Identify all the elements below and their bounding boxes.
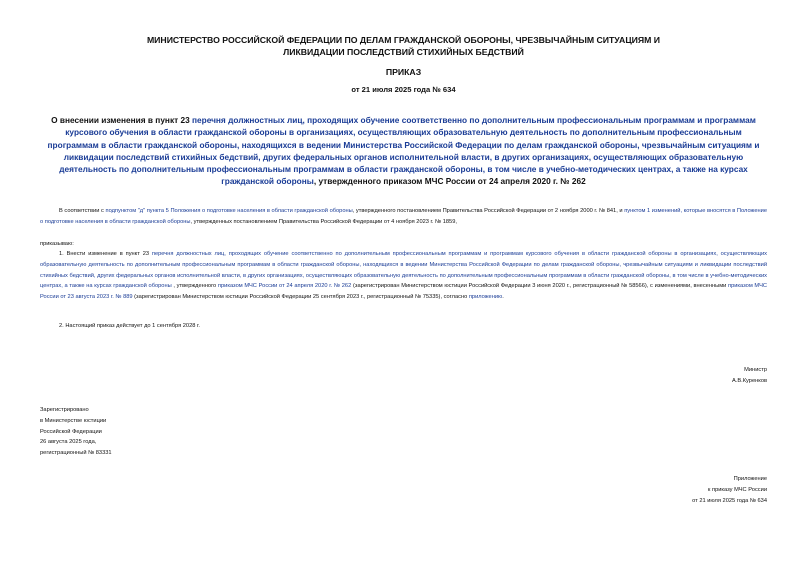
item1-link-order-262[interactable]: приказом МЧС России от 24 апреля 2020 г. № 262: [217, 283, 352, 290]
orders-label: приказываю:: [40, 241, 74, 247]
item1-text-3: (зарегистрирован Министерством юстиции Российской Федерации 3 июня 2020 г., регистрационный № 58566), с изменениями, внесенными: [351, 283, 728, 290]
appendix-line-3: от 21 июля 2025 года № 634: [692, 497, 767, 504]
item1-link-order-889[interactable]: приказом МЧС России от 23 августа 2023 г. № 889: [40, 283, 767, 301]
preamble-text-3: , и: [616, 208, 625, 214]
order-item-1: [40, 249, 767, 303]
item1-text-4: (зарегистрирован Министерством юстиции Российской Федерации 25 сентября 2023 г., регистрационный № 75335), согласно: [132, 294, 469, 301]
item1-text-5: .: [502, 294, 504, 301]
registration-block: [40, 405, 112, 459]
ministry-line-1: МИНИСТЕРСТВО РОССИЙСКОЙ ФЕДЕРАЦИИ ПО ДЕЛАМ ГРАЖДАНСКОЙ ОБОРОНЫ, ЧРЕЗВЫЧАЙНЫМ СИТУАЦИЯМ И: [146, 35, 661, 45]
item1-text-1: 1. Внести изменение в пункт 23: [59, 251, 152, 257]
preamble-link-1[interactable]: подпунктом "д" пункта 5 Положения о подготовке населения в области гражданской обороны: [105, 208, 353, 214]
preamble-link-2[interactable]: пунктом 1 изменений, которые вносятся в Положение о подготовке населения в области гражданской обороны: [40, 208, 767, 225]
heading-link[interactable]: перечня должностных лиц, проходящих обучение соответственно по дополнительным профессиональным программам и программам курсового обучения в области гражданской обороны в организациях, осуществляющих образовательную деятельность по дополнительным профессиональным программам в области гражданской обороны, находящихся в ведении Министерства Российской Федерации по делам гражданской обороны, чрезвычайным ситуациям и ликвидации последствий стихийных бедствий, других федеральных органов исполнительной власти, в других организациях, осуществляющих образовательную деятельность по дополнительным профессиональным программам в области гражданской обороны, в том числе в учебно-методических центрах, а также на курсах гражданской обороны: [47, 115, 760, 187]
item1-text-2: , утвержденного: [171, 283, 218, 290]
preamble-paragraph: [40, 206, 767, 228]
signature-name: А.В.Куренков: [731, 377, 767, 384]
appendix-line-1: Приложение: [733, 476, 767, 482]
ministry-name: [60, 34, 747, 58]
registration-line-4: 26 августа 2025 года,: [40, 439, 97, 446]
preamble-text-2: , утвержденного постановлением Правительства Российской Федерации от 2 ноября 2000 г. № 841: [352, 208, 617, 214]
heading-prefix: О внесении изменения в пункт 23: [51, 115, 192, 125]
signature-position: Министр: [744, 367, 767, 373]
preamble-text-1: В соответствии с: [59, 208, 106, 214]
order-title: ПРИКАЗ: [385, 67, 422, 77]
registration-line-1: Зарегистрировано: [40, 407, 89, 413]
ministry-line-2: ЛИКВИДАЦИИ ПОСЛЕДСТВИЙ СТИХИЙНЫХ БЕДСТВИЙ: [283, 47, 524, 57]
appendix-line-2: к приказу МЧС России: [707, 486, 767, 493]
item1-link-appendix[interactable]: приложению: [468, 294, 503, 301]
registration-line-2: в Министерстве юстиции: [40, 417, 107, 424]
appendix-block: [692, 474, 767, 506]
preamble-text-4: , утвержденных постановлением Правительства Российской Федерации от 4 ноября 2023 г. № 1859: [190, 218, 456, 225]
order-date: от 21 июля 2025 года № 634: [351, 85, 456, 94]
preamble-text-5: ,: [455, 218, 457, 225]
registration-line-3: Российской Федерации: [40, 428, 102, 435]
signature-block: [732, 365, 767, 387]
item1-link-list[interactable]: перечня должностных лиц, проходящих обучение соответственно по дополнительным профессиональным программам и программам курсового обучения в области гражданской обороны в организациях, осуществляющих образовательную деятельность по дополнительным профессиональным программам в области гражданской обороны, находящихся в ведении Министерства Российской Федерации по делам гражданской обороны, чрезвычайным ситуациям и ликвидации последствий стихийных бедствий, других федеральных органов исполнительной власти, в других организациях, осуществляющих образовательную деятельность по дополнительным профессиональным программам в области гражданской обороны, в том числе в учебно-методических центрах, а также на курсах гражданской обороны: [40, 251, 767, 290]
document-heading: [40, 114, 767, 188]
registration-line-5: регистрационный № 83331: [40, 450, 112, 457]
order-item-2: 2. Настоящий приказ действует до 1 сентября 2028 г.: [59, 323, 200, 329]
heading-suffix: , утвержденного приказом МЧС России от 24 апреля 2020 г. № 262: [313, 176, 586, 187]
